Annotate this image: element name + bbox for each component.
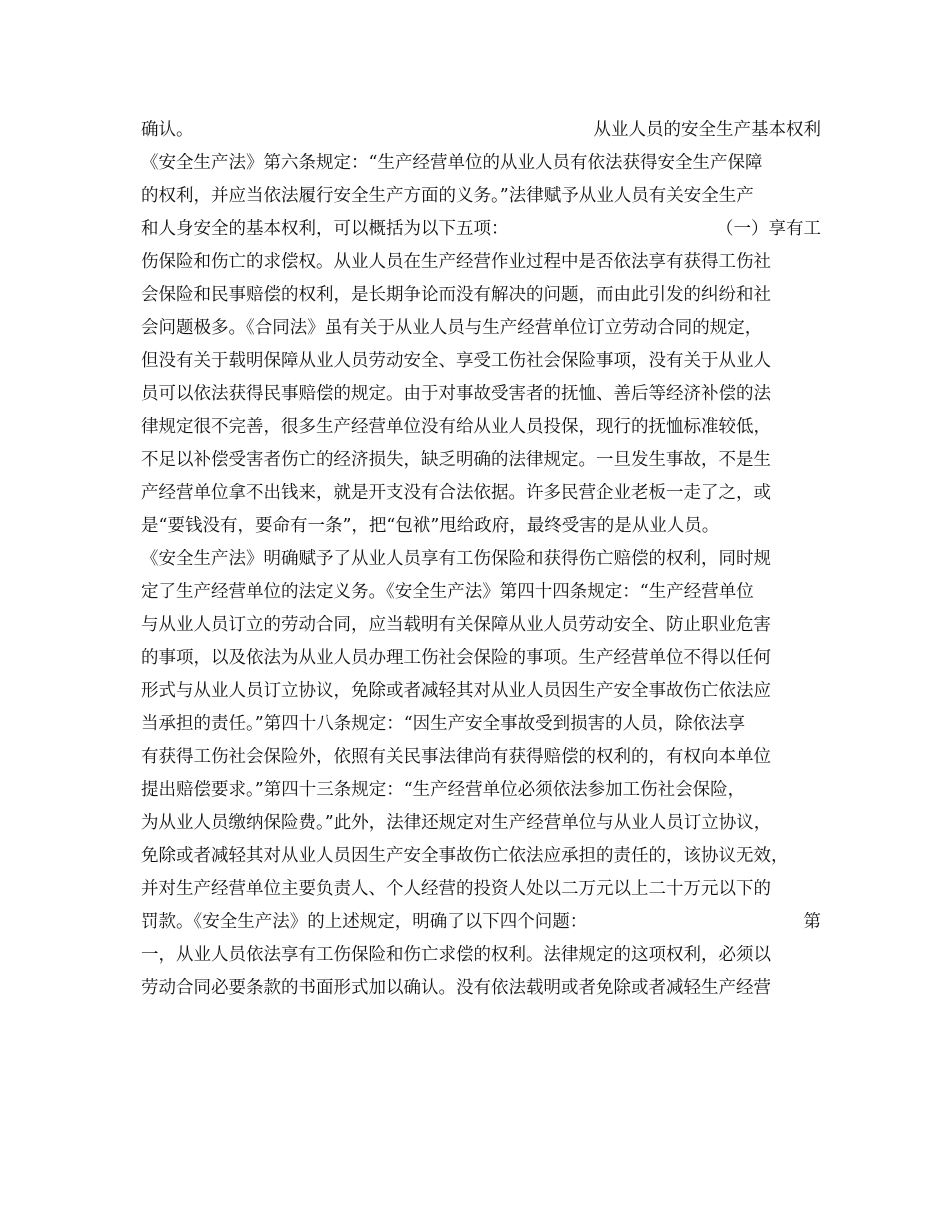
text-line-segment: 不足以补偿受害者伤亡的经济损失，缺乏明确的法律规定。一旦发生事故，不是生 xyxy=(141,450,771,470)
text-line-segment: 会问题极多。《合同法》虽有关于从业人员与生产经营单位订立劳动合同的规定， xyxy=(141,318,763,338)
text-line-segment: 但没有关于载明保障从业人员劳动安全、享受工伤社会保险事项，没有关于从业人 xyxy=(141,351,771,371)
text-line xyxy=(141,873,821,906)
text-line xyxy=(141,576,821,609)
text-line-segment: 从业人员的安全生产基本权利 xyxy=(593,120,821,140)
text-line-segment: 和人身安全的基本权利，可以概括为以下五项： xyxy=(141,219,509,239)
text-line-segment: 罚款。《安全生产法》的上述规定，明确了以下四个问题： xyxy=(141,912,588,932)
text-line xyxy=(141,840,821,873)
text-line xyxy=(141,477,821,510)
text-line-segment: 的权利，并应当依法履行安全生产方面的义务。”法律赋予从业人员有关安全生产 xyxy=(141,186,754,206)
text-line-segment: 形式与从业人员订立协议，免除或者减轻其对从业人员因生产安全事故伤亡依法应 xyxy=(141,681,771,701)
text-line-segment: 会保险和民事赔偿的权利，是长期争论而没有解决的问题，而由此引发的纠纷和社 xyxy=(141,285,771,305)
text-line xyxy=(141,345,821,378)
text-line xyxy=(141,114,821,147)
text-line xyxy=(141,180,821,213)
text-line-segment: 产经营单位拿不出钱来，就是开支没有合法依据。许多民营企业老板一走了之，或 xyxy=(141,483,771,503)
text-line xyxy=(141,411,821,444)
text-line-segment: 为从业人员缴纳保险费。”此外，法律还规定对生产经营单位与从业人员订立协议， xyxy=(141,813,772,833)
text-line-segment: 并对生产经营单位主要负责人、个人经营的投资人处以二万元以上二十万元以下的 xyxy=(141,879,771,899)
text-line xyxy=(141,213,821,246)
text-line xyxy=(141,510,821,543)
text-line-segment: 一，从业人员依法享有工伤保险和伤亡求偿的权利。法律规定的这项权利，必须以 xyxy=(141,945,771,965)
text-line-segment: 劳动合同必要条款的书面形式加以确认。没有依法载明或者免除或者减轻生产经营 xyxy=(141,978,771,998)
text-line-segment: 《安全生产法》第六条规定：“生产经营单位的从业人员有依法获得安全生产保障 xyxy=(141,153,763,173)
text-line-segment: 是“要钱没有，要命有一条”，把“包袱”甩给政府，最终受害的是从业人员。 xyxy=(141,516,720,536)
text-line-segment: 的事项，以及依法为从业人员办理工伤社会保险的事项。生产经营单位不得以任何 xyxy=(141,648,771,668)
text-line xyxy=(141,906,821,939)
text-line-segment: 确认。 xyxy=(141,120,194,140)
text-line-segment: 第 xyxy=(803,912,821,932)
text-line xyxy=(141,774,821,807)
text-line xyxy=(141,543,821,576)
text-line xyxy=(141,378,821,411)
text-line xyxy=(141,807,821,840)
text-line xyxy=(141,279,821,312)
text-line-segment: 当承担的责任。”第四十八条规定：“因生产安全事故受到损害的人员，除依法享 xyxy=(141,714,746,734)
text-line xyxy=(141,675,821,708)
text-line xyxy=(141,147,821,180)
text-line xyxy=(141,246,821,279)
text-line xyxy=(141,444,821,477)
text-line-segment: 提出赔偿要求。”第四十三条规定：“生产经营单位必须依法参加工伤社会保险， xyxy=(141,780,746,800)
text-line-segment: 有获得工伤社会保险外，依照有关民事法律尚有获得赔偿的权利的，有权向本单位 xyxy=(141,747,771,767)
text-line xyxy=(141,642,821,675)
text-line-segment: 与从业人员订立的劳动合同，应当载明有关保障从业人员劳动安全、防止职业危害 xyxy=(141,615,771,635)
text-line-segment: 免除或者减轻其对从业人员因生产安全事故伤亡依法应承担的责任的，该协议无效， xyxy=(141,846,789,866)
text-line xyxy=(141,609,821,642)
text-line-segment: 律规定很不完善，很多生产经营单位没有给从业人员投保，现行的抚恤标准较低， xyxy=(141,417,771,437)
text-line xyxy=(141,741,821,774)
text-line xyxy=(141,972,821,1005)
text-line-segment: 《安全生产法》明确赋予了从业人员享有工伤保险和获得伤亡赔偿的权利，同时规 xyxy=(141,549,771,569)
text-line xyxy=(141,312,821,345)
text-line-segment: 定了生产经营单位的法定义务。《安全生产法》第四十四条规定：“生产经营单位 xyxy=(141,582,754,602)
text-line-segment: 伤保险和伤亡的求偿权。从业人员在生产经营作业过程中是否依法享有获得工伤社 xyxy=(141,252,771,272)
text-line xyxy=(141,708,821,741)
text-line xyxy=(141,939,821,972)
body-text xyxy=(141,114,821,1005)
text-line-segment: （一）享有工 xyxy=(716,219,821,239)
text-line-segment: 员可以依法获得民事赔偿的规定。由于对事故受害者的抚恤、善后等经济补偿的法 xyxy=(141,384,771,404)
